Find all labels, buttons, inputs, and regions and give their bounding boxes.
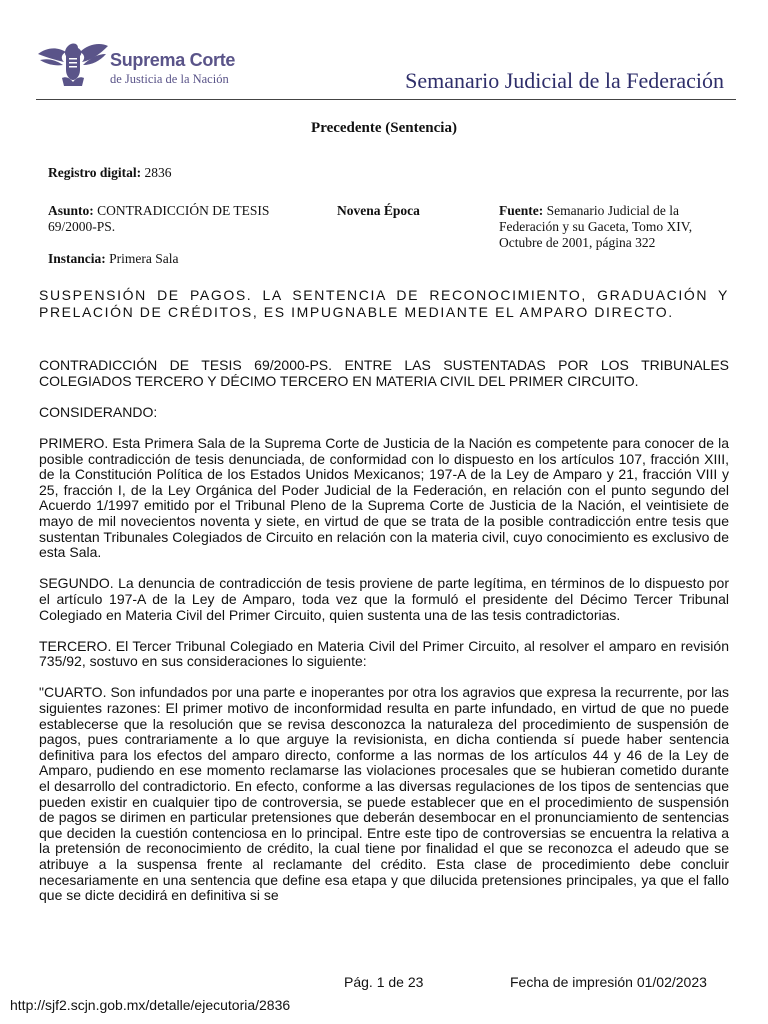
header-divider: [36, 99, 736, 100]
fuente: [499, 203, 724, 251]
body-paragraph: TERCERO. El Tercer Tribunal Colegiado en Materia Civil del Primer Circuito, al resolver el amparo en revisión 735/92, sostuvo en sus consideraciones lo siguiente:: [39, 637, 729, 670]
page-number: Pág. 1 de 23: [344, 974, 424, 990]
asunto-value: CONTRADICCIÓN DE TESIS 69/2000-PS.: [48, 203, 270, 234]
asunto: [48, 203, 278, 235]
fuente-label: Fuente:: [499, 203, 544, 218]
logo-subtitle: de Justicia de la Nación: [110, 72, 229, 86]
body-paragraph: CONTRADICCIÓN DE TESIS 69/2000-PS. ENTRE LAS SUSTENTADAS POR LOS TRIBUNALES COLEGIADOS TERCERO Y DÉCIMO TERCERO EN MATERIA CIVIL DEL PRIMER CIRCUITO.: [39, 357, 729, 389]
rubro-heading: SUSPENSIÓN DE PAGOS. LA SENTENCIA DE RECONOCIMIENTO, GRADUACIÓN Y PRELACIÓN DE CRÉDITOS, ES IMPUGNABLE MEDIANTE EL AMPARO DIRECTO.: [39, 287, 729, 320]
body-paragraph: "CUARTO. Son infundados por una parte e inoperantes por otra los agravios que expresa la recurrente, por las siguientes razones: El primer motivo de inconformidad resulta en parte infundado, en virtud de que no puede establecerse que la resolución que se revisa desconozca la naturaleza del procedimiento de suspensión de pagos, pues contrariamente a lo que arguye la revisionista, en dicha contienda sí puede haber sentencia definitiva para los efectos del amparo directo, conforme a las normas de los artículos 44 y 46 de la Ley de Amparo, pudiendo en ese momento reclamarse las violaciones procesales que se hubieran cometido durante el desarrollo del contradictorio. En efecto, conforme a las diversas regulaciones de los tipos de sentencias que pueden existir en cualquier tipo de controversia, se puede establecer que en el procedimiento de suspensión de pagos se dirimen en particular pretensiones que deberán desembocar en el pronunciamiento de sentencias que deciden la cuestión contenciosa en lo principal. Entre este tipo de controversias se encuentra la relativa a la pretensión de reconocimiento de crédito, la cual tiene por finalidad el que se reconozca el adeudo que se atribuye a la suspensa frente al reclamante del crédito. Esta clase de procedimiento debe concluir necesariamente en una sentencia que define esa etapa y que dilucida pretensiones principales, ya que el fallo que se dicte decidirá en definitiva si se: [39, 684, 729, 904]
publication-title: Semanario Judicial de la Federación: [405, 68, 724, 93]
epoca: Novena Época: [337, 203, 420, 218]
print-date: Fecha de impresión 01/02/2023: [510, 974, 707, 990]
logo-title: Suprema Corte: [110, 50, 236, 70]
instancia-value: Primera Sala: [109, 251, 179, 266]
page-header: [36, 38, 736, 100]
asunto-label: Asunto:: [48, 203, 94, 218]
fuente-value: Semanario Judicial de la Federación y su Gaceta, Tomo XIV, Octubre de 2001, página 322: [499, 203, 693, 250]
instancia: [48, 251, 179, 267]
body-paragraph: CONSIDERANDO:: [39, 403, 158, 420]
registro-value: 2836: [144, 165, 172, 180]
body-paragraph: PRIMERO. Esta Primera Sala de la Suprema Corte de Justicia de la Nación es competente para conocer de la posible contradicción de tesis denunciada, de conformidad con lo dispuesto en los artículos 107, fracción XIII, de la Constitución Política de los Estados Unidos Mexicanos; 197-A de la Ley de Amparo y 21, fracción VIII y 25, fracción I, de la Ley Orgánica del Poder Judicial de la Federación, en relación con el punto segundo del Acuerdo 1/1997 emitido por el Tribunal Pleno de la Suprema Corte de Justicia de la Nación, el veintisiete de mayo de mil novecientos noventa y siete, en virtud de que se trata de la posible contradicción entre tesis que sustentan Tribunales Colegiados de Circuito en relación con la materia civil, cuyo conocimiento es exclusivo de esta Sala.: [39, 434, 729, 561]
body-paragraph: SEGUNDO. La denuncia de contradicción de tesis proviene de parte legítima, en términos de lo dispuesto por el artículo 197-A de la Ley de Amparo, toda vez que la formuló el presidente del Décimo Tercer Tribunal Colegiado en Materia Civil del Primer Circuito, quien sustenta una de las tesis contradictorias.: [39, 575, 729, 623]
document-type: Precedente (Sentencia): [311, 120, 457, 136]
eagle-emblem-icon: [36, 40, 110, 88]
registro-digital: [48, 165, 172, 181]
instancia-label: Instancia:: [48, 251, 106, 266]
registro-label: Registro digital:: [48, 165, 142, 180]
page-url[interactable]: http://sjf2.scjn.gob.mx/detalle/ejecutoria/2836: [10, 997, 291, 1013]
document-body: [39, 358, 729, 919]
